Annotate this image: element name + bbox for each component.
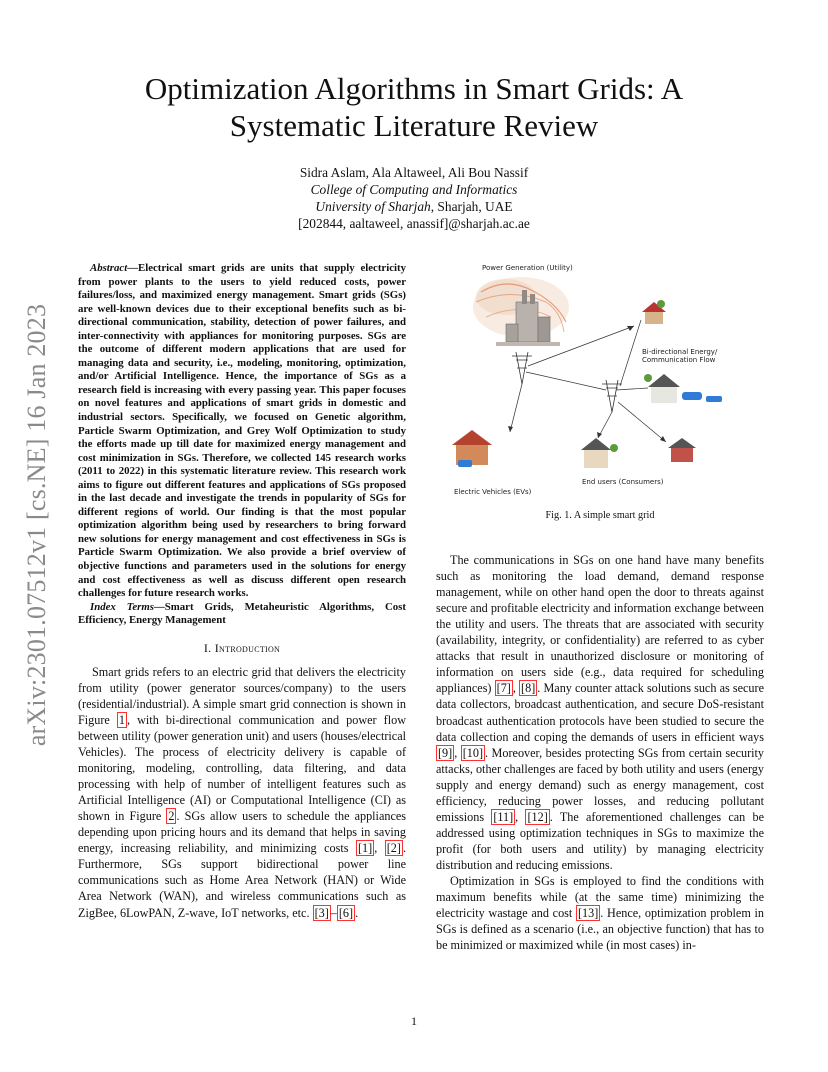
- index-terms-label: Index Terms: [90, 600, 154, 613]
- citation-10[interactable]: [10]: [462, 745, 484, 760]
- house-icon-left: [452, 430, 492, 467]
- citation-9[interactable]: [9]: [438, 745, 453, 760]
- citation-3[interactable]: [3]: [314, 905, 329, 920]
- author-department: College of Computing and Informatics: [310, 182, 518, 197]
- figure-1-caption: Fig. 1. A simple smart grid: [545, 510, 655, 521]
- citation-8[interactable]: [8]: [521, 681, 536, 696]
- figure-2-link[interactable]: 2: [168, 809, 175, 824]
- author-university: University of Sharjah: [315, 199, 431, 214]
- smart-grid-illustration: [436, 262, 764, 502]
- right-paragraph-2: Optimization in SGs is employed to find the conditions with maximum benefits while (at the same time) minimizing the electricity wastage and cost [13] . Hence, optimization problem in SGs is defined as a scenario (i.e., an objective function) that has to be minimized or maximized while (in most cases) in-: [436, 873, 764, 953]
- author-emails: [202844, aaltaweel, anassif]@sharjah.ac.ae: [298, 216, 530, 231]
- label-end-users: End users (Consumers): [582, 478, 664, 486]
- figure-1: [436, 262, 764, 502]
- arxiv-stamp: arXiv:2301.07512v1 [cs.NE] 16 Jan 2023: [22, 303, 51, 747]
- intro-paragraph: Smart grids refers to an electric grid that delivers the electricity from utility (power generator sources/company) to the users (residential/industrial). A simple smart grid connection is shown in Figure 1 , with bi-directional communication and power flow between utility (power generation unit) and users (houses/electrical Vehicles). The process of electricity delivery is capable of monitoring, modeling, controlling, data filtering, and data processing with help of number of intelligent features such as Artificial Intelligence (AI) or Computational Intelligence (CI) as shown in Figure 2 . SGs allow users to schedule the appliances depending upon pricing hours and its demand that helps in saving energy, increasing reliability, and minimizing costs [1] , [2] . Furthermore, SGs support bidirectional power line communications such as Home Area Network (HAN) or Wide Area Network (WAN), and wireless communications such as ZigBee, 6LowPAN, Z-wave, IoT networks, etc. [3] – [6] .: [78, 664, 407, 920]
- index-terms-text: —Smart Grids, Metaheuristic Algorithms, Cost Efficiency, Energy Management: [78, 600, 406, 627]
- citation-13[interactable]: [13]: [577, 906, 599, 921]
- power-plant-icon: [473, 277, 569, 346]
- citation-11[interactable]: [11]: [493, 809, 514, 824]
- section-heading-introduction: I. Introduction: [203, 640, 281, 655]
- citation-12[interactable]: [12]: [527, 809, 548, 824]
- abstract-label: Abstract: [90, 262, 128, 274]
- page-number: 1: [411, 1014, 417, 1028]
- house-icon-right: [648, 374, 722, 403]
- house-icon-far-right: [668, 438, 696, 462]
- citation-7[interactable]: [7]: [496, 681, 511, 696]
- transmission-tower-icon: [512, 352, 622, 412]
- index-terms: [78, 601, 406, 628]
- figure-1-link[interactable]: 1: [118, 712, 125, 727]
- label-power-generation: Power Generation (Utility): [482, 264, 573, 272]
- citation-2[interactable]: [2]: [386, 841, 401, 856]
- label-bidirectional-2: Communication Flow: [642, 356, 716, 364]
- paper-title: Optimization Algorithms in Smart Grids: A Systematic Literature Review: [144, 71, 684, 143]
- label-bidirectional-1: Bi-directional Energy/: [642, 348, 718, 356]
- right-paragraph-1: The communications in SGs on one hand have many benefits such as monitoring the load demand, demand response management, while on other hand open the door to threats against secure and profitable electricity and information exchange between the utility and users. The threats that are associated with security (availability, integrity, or confidentiality) are referred to as cyber attacks that result in unauthorized disclosure or monitoring of information on users side (e.g., data required for scheduling appliances) [7] , [8] . Many counter attack solutions such as secure data collectors, broadcast authentication, and secure DoS-resistant broadcast authentication protocols have been studied to secure the data collection and coping the demands of users in efficient ways [9] , [10] . Moreover, besides protecting SGs from certain security attacks, other challenges are faced by both utility and users (energy supply and energy demand) such as energy management, cost efficiency, reducing power losses, and reducing pollutant emissions [11] , [12] . The aforementioned challenges can be addressed using optimization techniques in SGs to maximize the profit (for both users and utility) by managing electricity distribution and reducing emissions.: [436, 553, 765, 872]
- author-block: [70, 164, 758, 232]
- right-column: [436, 262, 764, 953]
- author-location: , Sharjah, UAE: [430, 199, 513, 214]
- author-names: Sidra Aslam, Ala Altaweel, Ali Bou Nassif: [299, 165, 529, 180]
- abstract-text: —Electrical smart grids are units that supply electricity from power plants to the users to yield reduced costs, power failures/loss, and maximized energy management. Smart grids (SGs) are well-known devices due to their exceptional benefits such as bi-directional communication, stability, detection of power failures, and inter-connectivity with appliances for monitoring purposes. SGs are the outcome of different modern applications that are used for managing data and security, i.e., modeling, monitoring, optimization, and/or Artificial Intelligence. Hence, the importance of SGs as a research field is increasing with every passing year. This paper focuses on novel features and applications of smart grids in domestic and industrial sectors. Specifically, we focused on Genetic algorithm, Particle Swarm Optimization, and Grey Wolf Optimization to study the efforts made up till date for maximized energy management and cost minimization in SGs. Therefore, we collected 145 research works (2011 to 2022) in this systematic literature review. This research work aims to figure out different features and applications of SGs proposed in the last decade and investigate the trends in popularity of SGs for different regions of world. Our finding is that the most popular optimization algorithm being used by researchers to bring forward new solutions for energy management and cost effectiveness in SGs is Particle Swarm Optimization. We also provide a brief overview of objective functions and parameters used in the solutions for energy and cost effectiveness as well as discuss different open research challenges for future research works.: [78, 262, 406, 600]
- abstract: [78, 262, 406, 601]
- left-column: [78, 262, 406, 921]
- citation-6[interactable]: [6]: [338, 905, 354, 920]
- label-evs: Electric Vehicles (EVs): [454, 488, 532, 496]
- house-icon-center: [581, 438, 611, 468]
- citation-1[interactable]: [1]: [357, 841, 373, 856]
